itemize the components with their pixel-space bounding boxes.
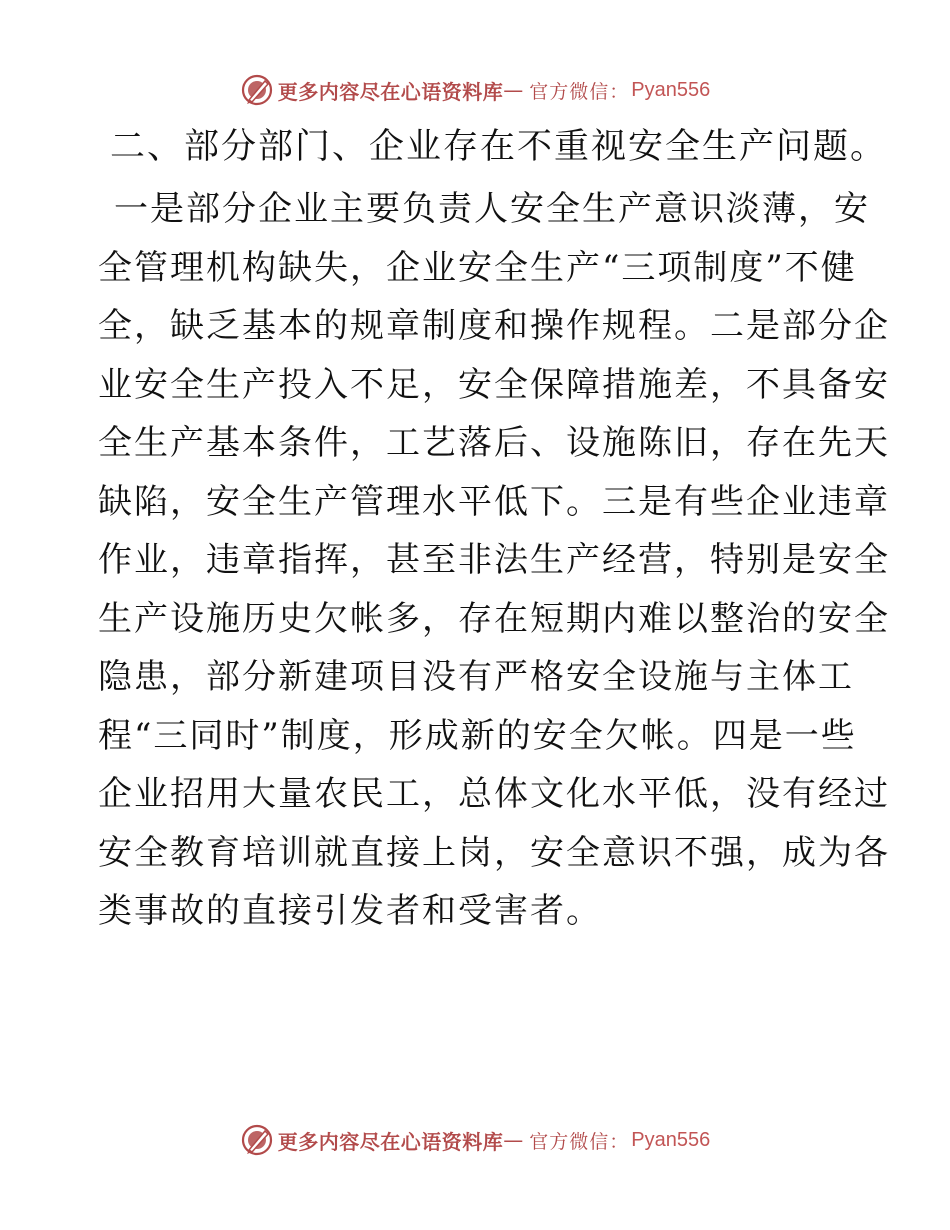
paragraph-line: 安全教育培训就直接上岗，安全意识不强，成为各: [98, 832, 890, 873]
paragraph-line: 类事故的直接引发者和受害者。: [98, 891, 602, 931]
paragraph-line: 企业招用大量农民工，总体文化水平低，没有经过: [98, 774, 890, 814]
watermark-wechat-label: 官方微信：: [529, 1130, 630, 1153]
watermark-main-text: 更多内容尽在心语资料库: [277, 1129, 504, 1154]
header-watermark: [0, 68, 950, 112]
footer-watermark: [0, 1118, 950, 1162]
watermark-wechat-label: 官方微信：: [529, 80, 630, 103]
paragraph-line: 作业，违章指挥，甚至非法生产经营，特别是安全: [98, 540, 890, 580]
paragraph-line: 全，缺乏基本的规章制度和操作规程。二是部分企: [98, 306, 890, 346]
pen-logo-icon: [240, 73, 274, 107]
watermark-main-text: 更多内容尽在心语资料库: [277, 79, 504, 104]
paragraph-line: 全生产基本条件，工艺落后、设施陈旧，存在先天: [98, 423, 890, 463]
watermark-wechat-id: Pyan556: [631, 1128, 711, 1151]
paragraph-line: 程“三同时”制度，形成新的安全欠帐。四是一些: [98, 715, 857, 756]
paragraph-line: 一是部分企业主要负责人安全生产意识淡薄，安: [114, 189, 870, 229]
paragraph-line: 全管理机构缺失，企业安全生产“三项制度”不健: [98, 247, 857, 288]
paragraph: [98, 180, 890, 941]
paragraph-line: 隐患，部分新建项目没有严格安全设施与主体工: [98, 657, 854, 697]
paragraph-line: 缺陷，安全生产管理水平低下。三是有些企业违章: [98, 481, 890, 522]
document-body: [98, 118, 890, 941]
watermark-wechat-id: Pyan556: [631, 78, 711, 101]
watermark-separator: —: [503, 1128, 524, 1152]
watermark-separator: —: [503, 78, 524, 102]
paragraph-line: 业安全生产投入不足，安全保障措施差，不具备安: [98, 364, 890, 405]
paragraph-line: 生产设施历史欠帐多，存在短期内难以整治的安全: [98, 598, 890, 639]
section-heading: 二、部分部门、企业存在不重视安全生产问题。: [110, 127, 888, 167]
pen-logo-icon: [240, 1123, 274, 1157]
